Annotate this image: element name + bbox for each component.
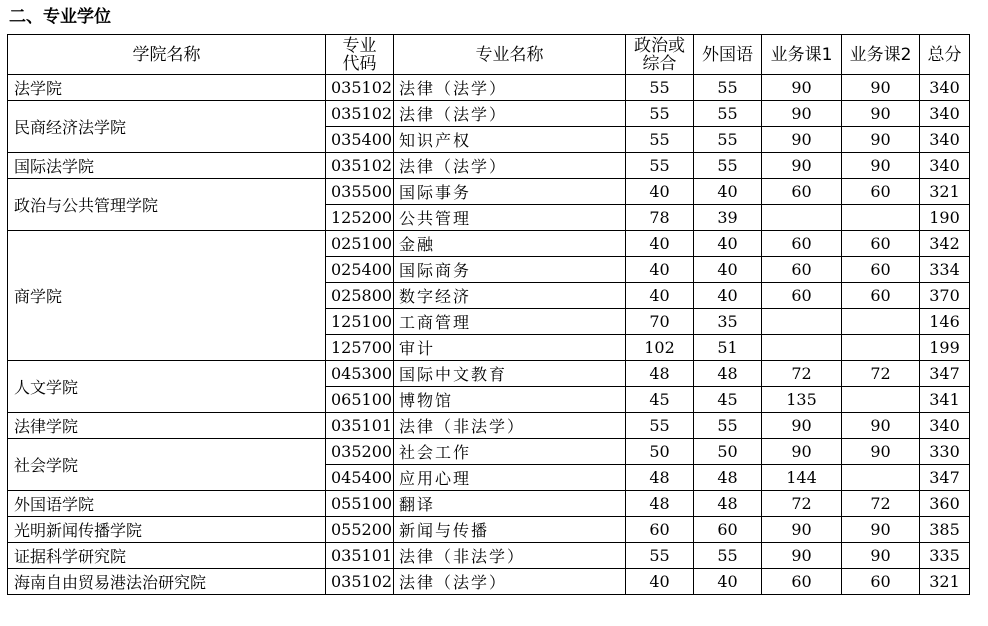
cell-major: 国际事务 [394, 179, 626, 205]
cell-politics: 45 [626, 387, 694, 413]
table-body [8, 75, 970, 595]
cell-politics: 40 [626, 231, 694, 257]
cell-college: 政治与公共管理学院 [8, 179, 326, 231]
cell-college: 外国语学院 [8, 491, 326, 517]
header-code [326, 35, 394, 75]
cell-total: 385 [920, 517, 970, 543]
cell-college: 光明新闻传播学院 [8, 517, 326, 543]
cell-course1: 90 [762, 439, 842, 465]
cell-code: 055100 [326, 491, 394, 517]
cell-major: 知识产权 [394, 127, 626, 153]
cell-college: 民商经济法学院 [8, 101, 326, 153]
cell-major: 国际商务 [394, 257, 626, 283]
cell-politics: 78 [626, 205, 694, 231]
cell-total: 347 [920, 465, 970, 491]
cell-major: 法律（非法学） [394, 543, 626, 569]
cell-major: 新闻与传播 [394, 517, 626, 543]
cell-code: 035101 [326, 413, 394, 439]
cell-major: 法律（非法学） [394, 413, 626, 439]
cell-major: 公共管理 [394, 205, 626, 231]
cell-total: 340 [920, 75, 970, 101]
cell-course1: 90 [762, 127, 842, 153]
cell-politics: 48 [626, 465, 694, 491]
cell-course1: 90 [762, 101, 842, 127]
cell-code: 025800 [326, 283, 394, 309]
cell-major: 法律（法学） [394, 75, 626, 101]
table-header-row [8, 35, 970, 75]
cell-total: 334 [920, 257, 970, 283]
header-foreign: 外国语 [694, 35, 762, 75]
cell-code: 035102 [326, 153, 394, 179]
cell-college: 商学院 [8, 231, 326, 361]
cell-code: 035102 [326, 569, 394, 595]
cell-foreign: 40 [694, 257, 762, 283]
cell-course1: 90 [762, 153, 842, 179]
cell-total: 341 [920, 387, 970, 413]
cell-code: 045400 [326, 465, 394, 491]
table-row [8, 569, 970, 595]
cell-politics: 55 [626, 153, 694, 179]
cell-code: 125200 [326, 205, 394, 231]
cell-foreign: 39 [694, 205, 762, 231]
cell-course2: 60 [842, 283, 920, 309]
table-row [8, 231, 970, 257]
cell-course1: 144 [762, 465, 842, 491]
cell-college: 国际法学院 [8, 153, 326, 179]
cell-politics: 40 [626, 283, 694, 309]
cell-major: 翻译 [394, 491, 626, 517]
cell-college: 社会学院 [8, 439, 326, 491]
cell-course2: 60 [842, 179, 920, 205]
cell-code: 035102 [326, 101, 394, 127]
cell-major: 应用心理 [394, 465, 626, 491]
cell-course1: 60 [762, 179, 842, 205]
cell-code: 125100 [326, 309, 394, 335]
cell-code: 065100 [326, 387, 394, 413]
table-row [8, 179, 970, 205]
cell-code: 025100 [326, 231, 394, 257]
cell-course1: 60 [762, 569, 842, 595]
cell-code: 035200 [326, 439, 394, 465]
cell-politics: 40 [626, 569, 694, 595]
cell-foreign: 48 [694, 361, 762, 387]
cell-code: 125700 [326, 335, 394, 361]
cell-major: 国际中文教育 [394, 361, 626, 387]
cell-politics: 55 [626, 101, 694, 127]
cell-college: 法学院 [8, 75, 326, 101]
cell-foreign: 55 [694, 153, 762, 179]
cell-politics: 40 [626, 179, 694, 205]
cell-total: 360 [920, 491, 970, 517]
header-course1: 业务课1 [762, 35, 842, 75]
cell-code: 035500 [326, 179, 394, 205]
cell-code: 025400 [326, 257, 394, 283]
cell-total: 321 [920, 569, 970, 595]
header-politics-text: 政治或综合 [634, 36, 685, 74]
cell-course2 [842, 205, 920, 231]
table-row [8, 413, 970, 439]
cell-course2 [842, 465, 920, 491]
cell-politics: 55 [626, 413, 694, 439]
cell-course1: 60 [762, 283, 842, 309]
cell-total: 335 [920, 543, 970, 569]
section-title: 二、专业学位 [9, 7, 111, 27]
cell-course1 [762, 335, 842, 361]
table-row [8, 491, 970, 517]
cell-course2: 60 [842, 257, 920, 283]
cell-course1: 90 [762, 517, 842, 543]
cell-total: 370 [920, 283, 970, 309]
cell-course1: 90 [762, 413, 842, 439]
table-row [8, 101, 970, 127]
cell-course1 [762, 205, 842, 231]
cell-foreign: 55 [694, 101, 762, 127]
table-row [8, 361, 970, 387]
cell-foreign: 40 [694, 569, 762, 595]
cell-total: 342 [920, 231, 970, 257]
cell-foreign: 40 [694, 283, 762, 309]
cell-course2: 90 [842, 517, 920, 543]
cell-course2: 60 [842, 569, 920, 595]
cell-course2: 72 [842, 491, 920, 517]
cell-politics: 50 [626, 439, 694, 465]
cell-total: 340 [920, 101, 970, 127]
cell-course1: 60 [762, 257, 842, 283]
cell-total: 199 [920, 335, 970, 361]
cell-total: 321 [920, 179, 970, 205]
cell-total: 347 [920, 361, 970, 387]
cell-foreign: 50 [694, 439, 762, 465]
cell-foreign: 55 [694, 127, 762, 153]
cell-course1: 90 [762, 75, 842, 101]
cell-course2 [842, 387, 920, 413]
cell-code: 035101 [326, 543, 394, 569]
cell-course1: 72 [762, 361, 842, 387]
cell-politics: 60 [626, 517, 694, 543]
cell-politics: 55 [626, 75, 694, 101]
cell-politics: 55 [626, 543, 694, 569]
cell-college: 法律学院 [8, 413, 326, 439]
cell-foreign: 35 [694, 309, 762, 335]
cell-course2: 90 [842, 75, 920, 101]
cell-course1: 90 [762, 543, 842, 569]
cell-code: 035400 [326, 127, 394, 153]
cell-foreign: 48 [694, 465, 762, 491]
cell-total: 340 [920, 127, 970, 153]
cell-major: 工商管理 [394, 309, 626, 335]
cell-foreign: 55 [694, 543, 762, 569]
cell-major: 数字经济 [394, 283, 626, 309]
cell-politics: 48 [626, 361, 694, 387]
cell-college: 证据科学研究院 [8, 543, 326, 569]
score-table [7, 34, 970, 595]
cell-foreign: 40 [694, 231, 762, 257]
cell-foreign: 40 [694, 179, 762, 205]
header-politics [626, 35, 694, 75]
cell-major: 金融 [394, 231, 626, 257]
cell-politics: 40 [626, 257, 694, 283]
cell-total: 330 [920, 439, 970, 465]
cell-major: 审计 [394, 335, 626, 361]
cell-politics: 102 [626, 335, 694, 361]
header-code-text: 专业代码 [342, 36, 377, 74]
cell-college: 海南自由贸易港法治研究院 [8, 569, 326, 595]
cell-foreign: 55 [694, 75, 762, 101]
cell-course1 [762, 309, 842, 335]
cell-politics: 48 [626, 491, 694, 517]
cell-course2 [842, 335, 920, 361]
header-major: 专业名称 [394, 35, 626, 75]
cell-course2: 90 [842, 543, 920, 569]
table-row [8, 517, 970, 543]
cell-course2 [842, 309, 920, 335]
cell-major: 法律（法学） [394, 153, 626, 179]
table-row [8, 543, 970, 569]
table-row [8, 439, 970, 465]
cell-course2: 60 [842, 231, 920, 257]
cell-course2: 90 [842, 101, 920, 127]
cell-foreign: 45 [694, 387, 762, 413]
cell-major: 博物馆 [394, 387, 626, 413]
header-total: 总分 [920, 35, 970, 75]
cell-total: 190 [920, 205, 970, 231]
cell-major: 法律（法学） [394, 569, 626, 595]
cell-major: 社会工作 [394, 439, 626, 465]
cell-foreign: 55 [694, 413, 762, 439]
cell-code: 045300 [326, 361, 394, 387]
cell-foreign: 60 [694, 517, 762, 543]
cell-course1: 72 [762, 491, 842, 517]
cell-total: 340 [920, 413, 970, 439]
cell-major: 法律（法学） [394, 101, 626, 127]
header-college: 学院名称 [8, 35, 326, 75]
cell-politics: 55 [626, 127, 694, 153]
cell-foreign: 48 [694, 491, 762, 517]
cell-course2: 72 [842, 361, 920, 387]
cell-foreign: 51 [694, 335, 762, 361]
cell-code: 055200 [326, 517, 394, 543]
cell-total: 340 [920, 153, 970, 179]
cell-course2: 90 [842, 439, 920, 465]
cell-total: 146 [920, 309, 970, 335]
cell-course1: 135 [762, 387, 842, 413]
cell-course2: 90 [842, 153, 920, 179]
cell-politics: 70 [626, 309, 694, 335]
cell-course2: 90 [842, 127, 920, 153]
header-course2: 业务课2 [842, 35, 920, 75]
cell-college: 人文学院 [8, 361, 326, 413]
table-row [8, 75, 970, 101]
cell-course2: 90 [842, 413, 920, 439]
table-row [8, 153, 970, 179]
cell-code: 035102 [326, 75, 394, 101]
cell-course1: 60 [762, 231, 842, 257]
